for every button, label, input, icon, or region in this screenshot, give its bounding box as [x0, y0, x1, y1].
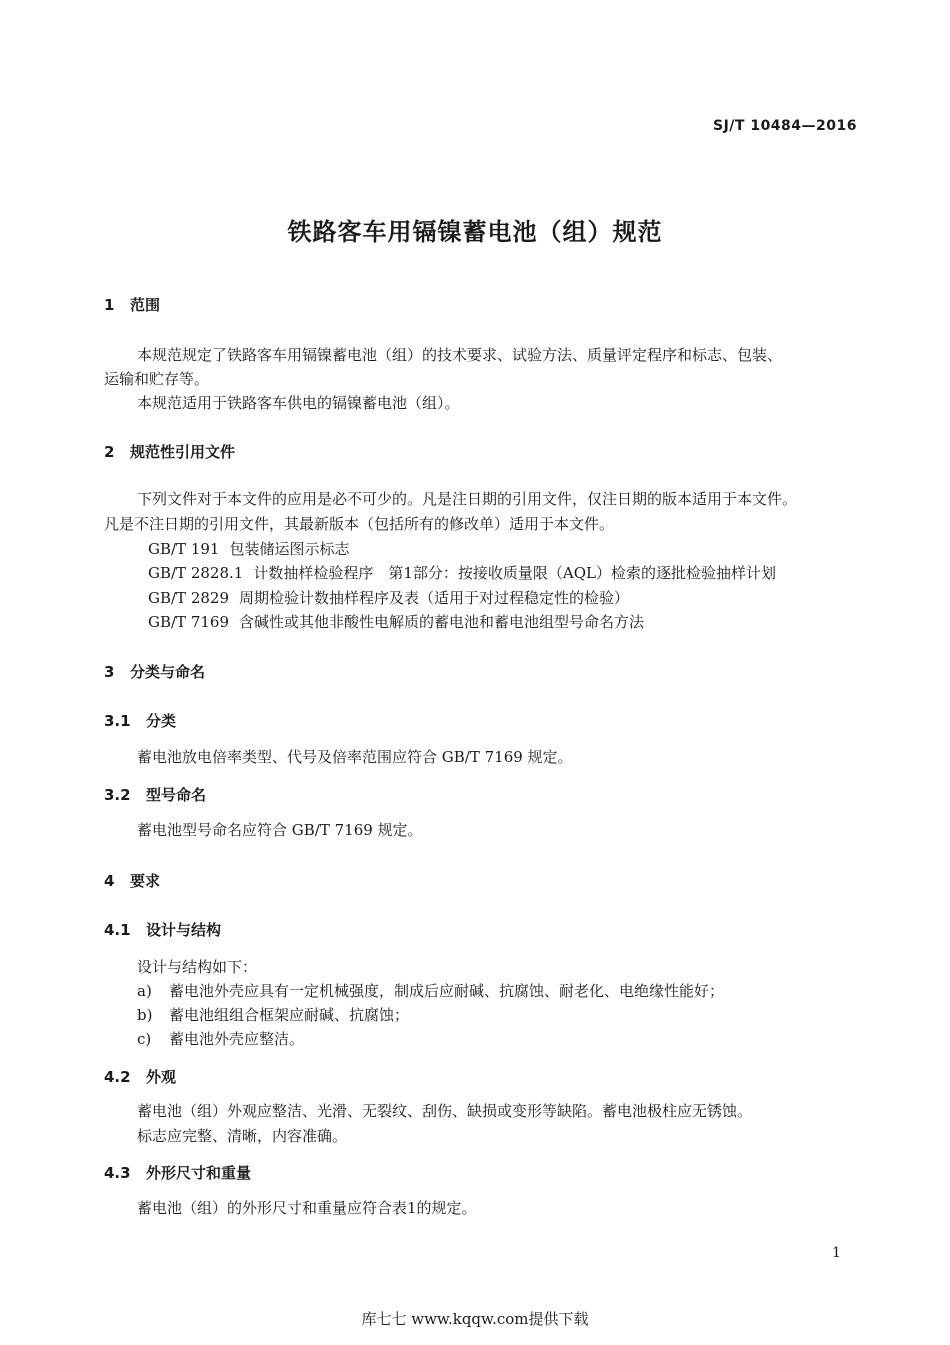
reference-title: 包装储运图示标志 — [229, 540, 350, 558]
paragraph-continuation: 凡是不注日期的引用文件，其最新版本（包括所有的修改单）适用于本文件。 — [104, 515, 615, 533]
section-title: 设计与结构 — [146, 921, 222, 939]
section-4-1-heading — [104, 919, 221, 940]
list-marker: a) — [137, 982, 152, 1000]
section-number: 4.2 — [104, 1068, 131, 1086]
reference-code: GB/T 191 — [148, 540, 220, 558]
list-item — [137, 979, 724, 1003]
paragraph: 标志应完整、清晰，内容准确。 — [137, 1127, 348, 1145]
section-number: 2 — [104, 443, 115, 461]
paragraph: 设计与结构如下： — [137, 958, 258, 976]
reference-item — [148, 586, 629, 610]
section-title: 型号命名 — [146, 786, 207, 804]
list-text: 蓄电池外壳应具有一定机械强度，制成后应耐碱、抗腐蚀、耐老化、电绝缘性能好； — [169, 982, 725, 1000]
paragraph: 下列文件对于本文件的应用是必不可少的。凡是注日期的引用文件，仅注日期的版本适用于本文件。 — [137, 490, 798, 508]
section-3-heading — [104, 661, 205, 682]
standard-code: SJ/T 10484—2016 — [713, 118, 857, 134]
list-text: 蓄电池外壳应整洁。 — [169, 1030, 305, 1048]
section-title: 分类 — [146, 712, 177, 730]
reference-code: GB/T 2828.1 — [148, 564, 244, 582]
download-footer: 库七七 www.kqqw.com提供下载 — [361, 1310, 589, 1328]
section-number: 1 — [104, 296, 115, 314]
section-2-heading — [104, 441, 235, 462]
list-item — [137, 1027, 304, 1051]
section-title: 范围 — [130, 296, 161, 314]
reference-title: 含碱性或其他非酸性电解质的蓄电池和蓄电池组型号命名方法 — [239, 613, 645, 631]
section-number: 3.1 — [104, 712, 131, 730]
reference-item — [148, 610, 644, 634]
section-1-heading — [104, 294, 160, 315]
section-number: 4.3 — [104, 1164, 131, 1182]
reference-item — [148, 561, 776, 585]
paragraph: 蓄电池型号命名应符合 GB/T 7169 规定。 — [137, 821, 423, 839]
section-4-heading — [104, 870, 160, 891]
section-title: 要求 — [130, 872, 161, 890]
section-title: 分类与命名 — [130, 663, 206, 681]
section-number: 3 — [104, 663, 115, 681]
reference-code: GB/T 2829 — [148, 589, 230, 607]
section-title: 规范性引用文件 — [130, 443, 236, 461]
paragraph: 本规范适用于铁路客车供电的镉镍蓄电池（组）。 — [137, 394, 460, 412]
reference-item — [148, 537, 349, 561]
section-title: 外观 — [146, 1068, 177, 1086]
document-title: 铁路客车用镉镍蓄电池（组）规范 — [287, 218, 663, 246]
reference-code: GB/T 7169 — [148, 613, 230, 631]
paragraph: 本规范规定了铁路客车用镉镍蓄电池（组）的技术要求、试验方法、质量评定程序和标志、包装、 — [137, 346, 783, 364]
section-4-3-heading — [104, 1162, 251, 1183]
list-marker: b) — [137, 1006, 153, 1024]
list-text: 蓄电池组组合框架应耐碱、抗腐蚀； — [169, 1006, 410, 1024]
section-number: 4 — [104, 872, 115, 890]
section-number: 3.2 — [104, 786, 131, 804]
page-number: 1 — [832, 1245, 841, 1261]
section-3-2-heading — [104, 784, 206, 805]
paragraph: 蓄电池（组）的外形尺寸和重量应符合表1的规定。 — [137, 1199, 477, 1217]
section-4-2-heading — [104, 1066, 176, 1087]
paragraph-continuation: 运输和贮存等。 — [104, 370, 210, 388]
reference-title: 计数抽样检验程序 第1部分：按接收质量限（AQL）检索的逐批检验抽样计划 — [253, 564, 776, 582]
section-3-1-heading — [104, 710, 176, 731]
list-item — [137, 1003, 409, 1027]
section-number: 4.1 — [104, 921, 131, 939]
section-title: 外形尺寸和重量 — [146, 1164, 252, 1182]
reference-title: 周期检验计数抽样程序及表（适用于对过程稳定性的检验） — [239, 589, 630, 607]
paragraph: 蓄电池放电倍率类型、代号及倍率范围应符合 GB/T 7169 规定。 — [137, 748, 573, 766]
paragraph: 蓄电池（组）外观应整洁、光滑、无裂纹、刮伤、缺损或变形等缺陷。蓄电池极柱应无锈蚀。 — [137, 1102, 753, 1120]
list-marker: c) — [137, 1030, 152, 1048]
